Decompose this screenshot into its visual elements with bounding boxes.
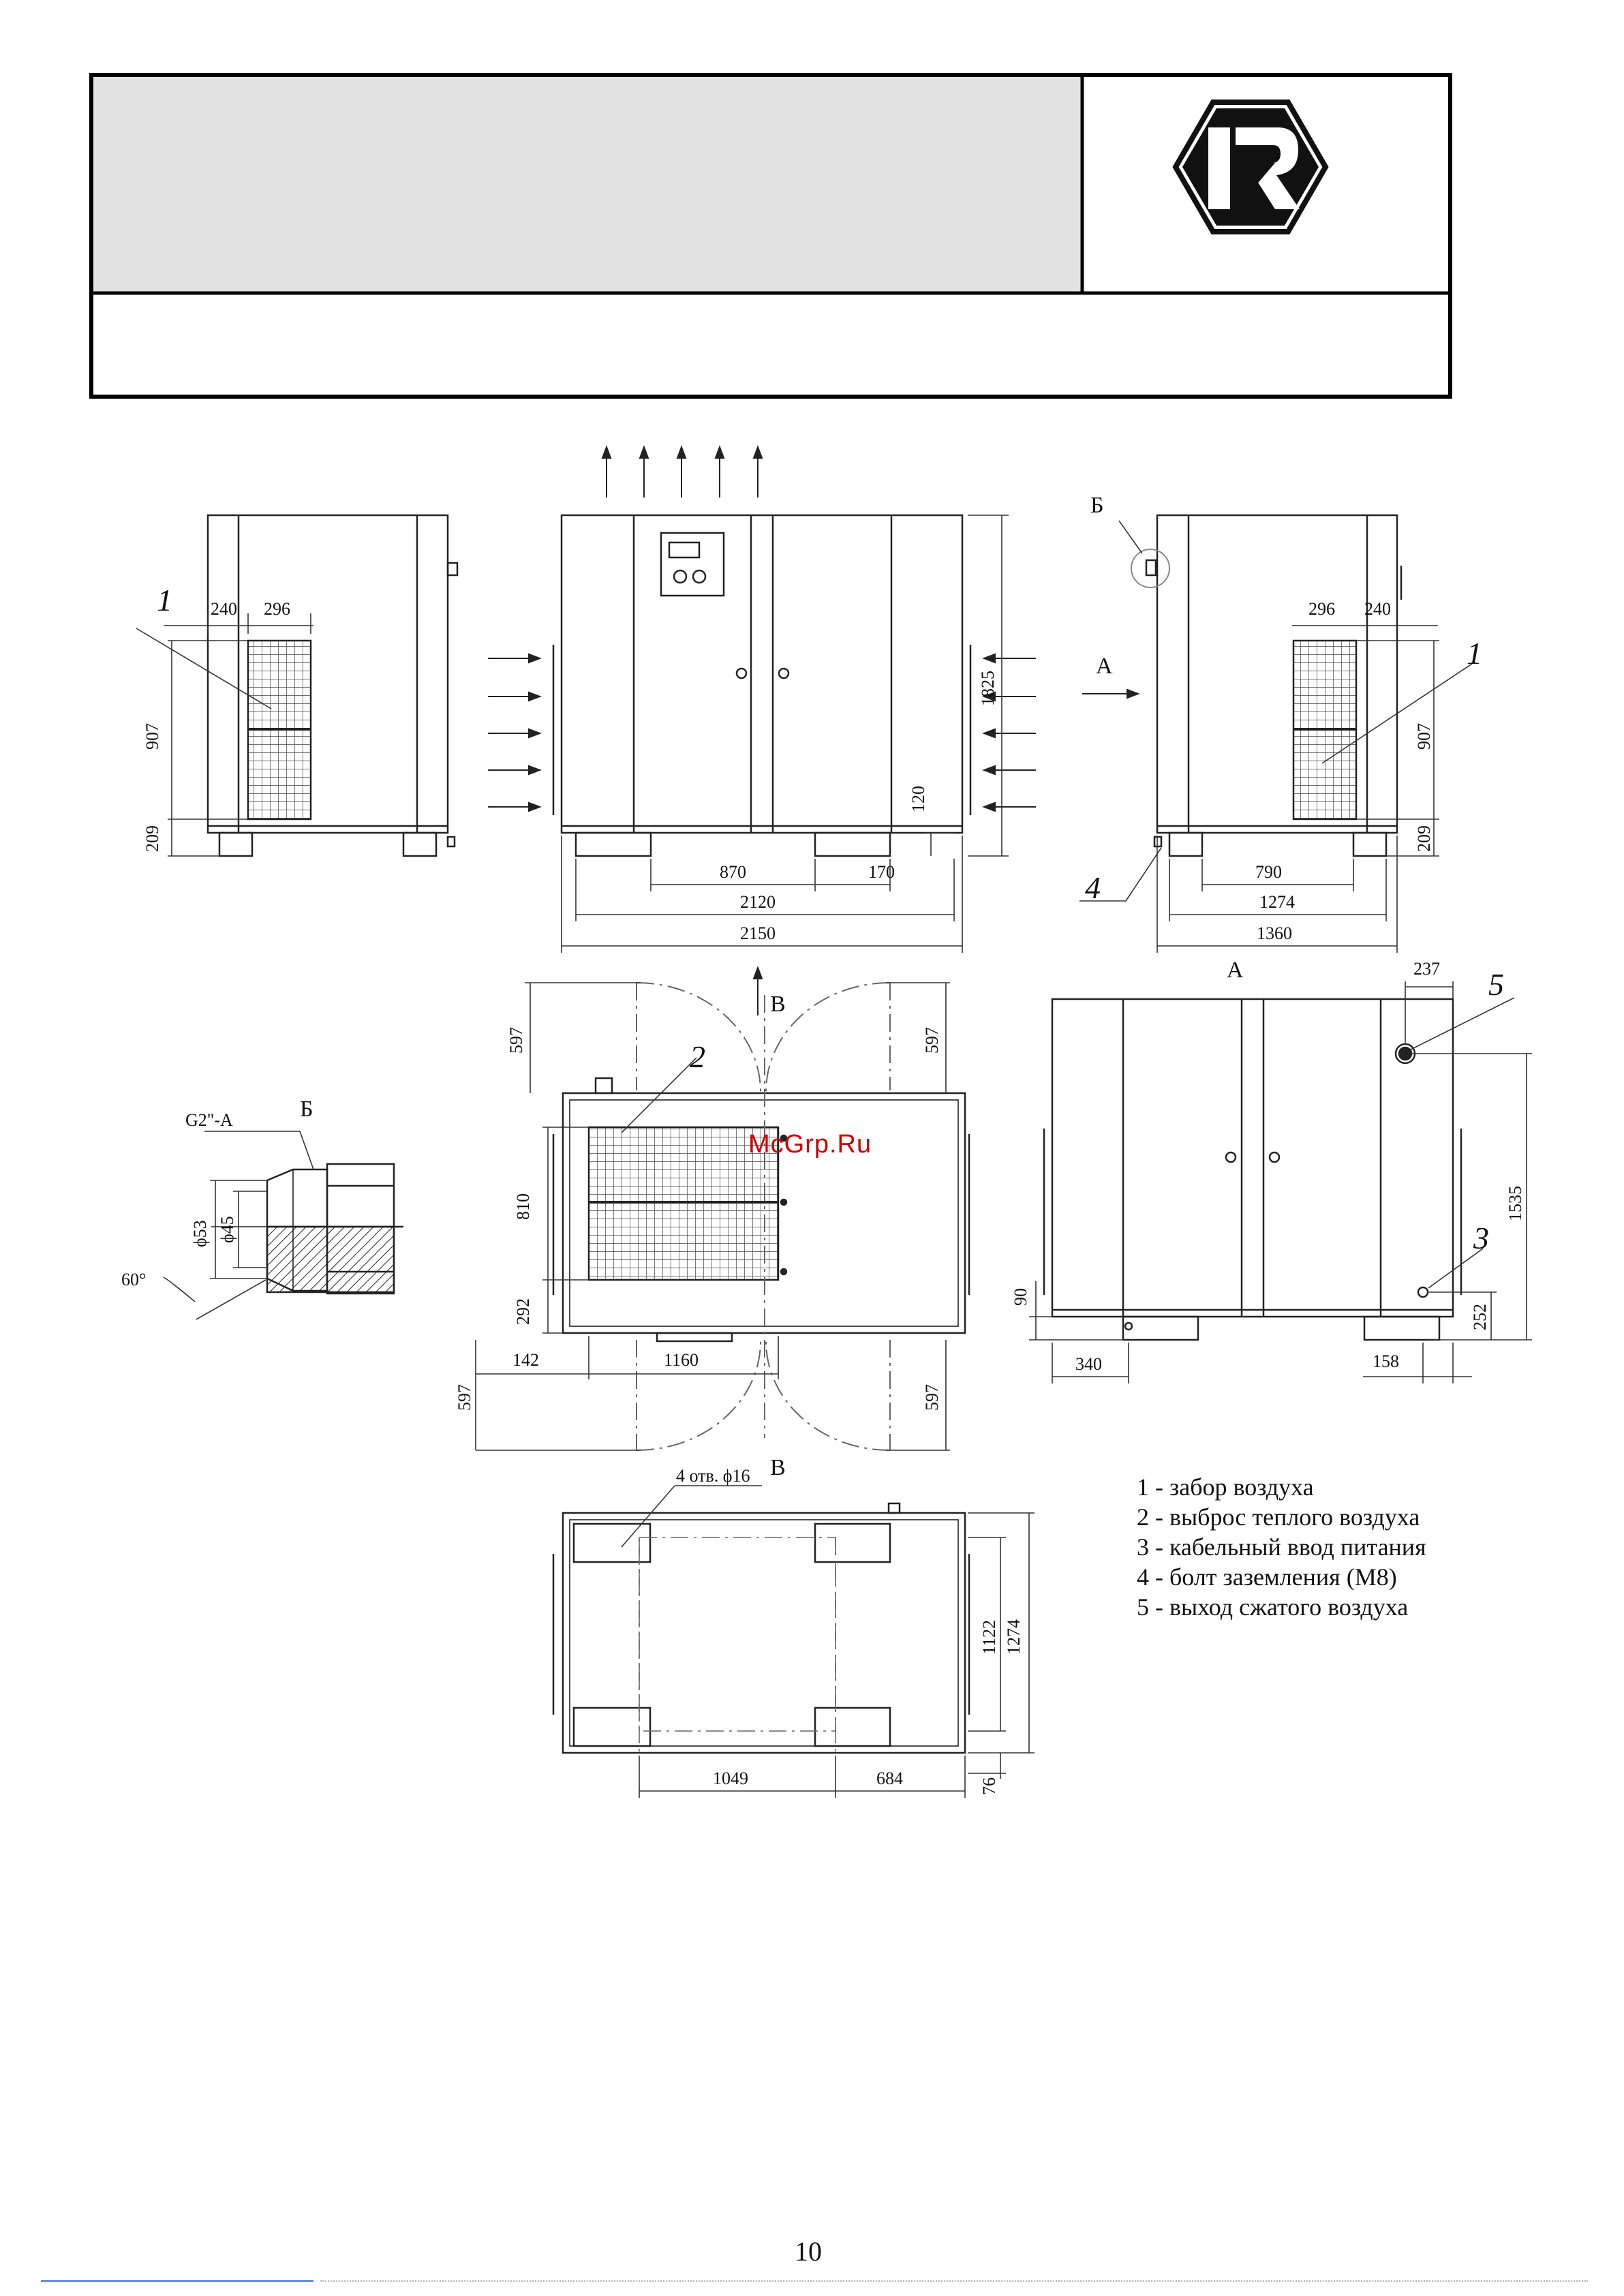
- right-side-dims: [1079, 521, 1472, 953]
- watermark-text: McGrp.Ru: [748, 1130, 872, 1159]
- dim-870: 870: [720, 862, 746, 882]
- view-a-title: А: [1227, 958, 1244, 983]
- company-logo: [1176, 102, 1326, 232]
- right-side-view: [1131, 515, 1401, 856]
- dim-1274-right: 1274: [1259, 892, 1295, 912]
- dim-597-top-right: 597: [922, 1027, 942, 1054]
- dim-76: 76: [979, 1777, 999, 1795]
- left-side-view: [208, 515, 457, 856]
- dim-1160: 1160: [664, 1350, 699, 1370]
- dim-907-left: 907: [142, 723, 162, 750]
- view-a-arrow-label: А: [1096, 654, 1113, 679]
- thread-g2-label: G2"-A: [185, 1110, 233, 1130]
- thread-phi53: ϕ53: [190, 1220, 210, 1247]
- view-v-label-bottom: В: [770, 1455, 786, 1480]
- legend-item: 5 - выход сжатого воздуха: [1137, 1593, 1409, 1621]
- holes-label: 4 отв. ϕ16: [676, 1466, 750, 1486]
- dim-209-right: 209: [1414, 825, 1434, 852]
- dim-142: 142: [512, 1350, 539, 1370]
- page-number: 10: [795, 2236, 822, 2267]
- dim-90: 90: [1011, 1288, 1030, 1306]
- dim-597-top-left: 597: [506, 1027, 526, 1054]
- view-a: [1044, 999, 1461, 1340]
- dim-170: 170: [868, 862, 895, 882]
- dim-296-left: 296: [264, 599, 290, 619]
- dim-240-right: 240: [1364, 599, 1391, 619]
- dim-790: 790: [1255, 862, 1282, 882]
- dim-1049: 1049: [713, 1769, 748, 1788]
- dim-907-right: 907: [1414, 723, 1434, 750]
- dim-2120: 2120: [740, 892, 776, 912]
- dim-2150: 2150: [740, 923, 776, 943]
- footer-link-underline[interactable]: [41, 2280, 313, 2282]
- leader-1-right: 1: [1467, 636, 1482, 671]
- dim-237: 237: [1413, 959, 1440, 979]
- top-view-arrow: [754, 968, 762, 1015]
- dim-296-right: 296: [1308, 599, 1335, 619]
- leader-1-left: 1: [157, 583, 172, 617]
- dim-1122: 1122: [979, 1619, 999, 1655]
- legend: [1137, 1472, 1426, 1622]
- section-b-marker: Б: [1090, 493, 1104, 518]
- dim-240-left: 240: [211, 599, 237, 619]
- dim-1274-bottom: 1274: [1004, 1619, 1024, 1655]
- thread-angle-60: 60°: [121, 1270, 147, 1289]
- leader-3: 3: [1473, 1221, 1489, 1255]
- airflow-arrows: [488, 447, 1138, 811]
- footer-dotted-rule: [320, 2280, 1588, 2282]
- legend-item: 1 - забор воздуха: [1137, 1473, 1314, 1501]
- view-v-label-top: В: [770, 992, 786, 1017]
- leader-2: 2: [690, 1039, 705, 1074]
- dim-597-bottom-right: 597: [922, 1384, 942, 1411]
- front-dims: [562, 515, 1009, 953]
- bottom-view: [553, 1503, 969, 1753]
- dim-684: 684: [876, 1769, 903, 1788]
- legend-item: 2 - выброс теплого воздуха: [1137, 1503, 1420, 1531]
- legend-item: 4 - болт заземления (М8): [1137, 1563, 1397, 1591]
- bottom-view-centerlines: [639, 1537, 836, 1751]
- dim-597-bottom-left: 597: [455, 1384, 474, 1411]
- thread-detail: [211, 1164, 403, 1294]
- leader-5: 5: [1488, 967, 1504, 1002]
- dim-158: 158: [1373, 1351, 1399, 1371]
- dim-1825: 1825: [978, 671, 998, 706]
- thread-phi45: ϕ45: [217, 1216, 237, 1243]
- bottom-view-dims: [622, 1486, 1035, 1798]
- view-a-dims: [1029, 981, 1532, 1383]
- section-b-title: Б: [300, 1097, 313, 1122]
- legend-item: 3 - кабельный ввод питания: [1137, 1533, 1426, 1561]
- dim-1360: 1360: [1257, 923, 1292, 943]
- dim-252: 252: [1470, 1304, 1490, 1330]
- dim-340: 340: [1075, 1354, 1102, 1374]
- dim-1535: 1535: [1505, 1186, 1525, 1221]
- top-view: [553, 1078, 969, 1341]
- dim-120: 120: [908, 786, 928, 812]
- dim-292: 292: [513, 1298, 533, 1325]
- dim-810: 810: [513, 1193, 533, 1220]
- dim-209-left: 209: [142, 825, 162, 852]
- leader-4: 4: [1085, 870, 1101, 905]
